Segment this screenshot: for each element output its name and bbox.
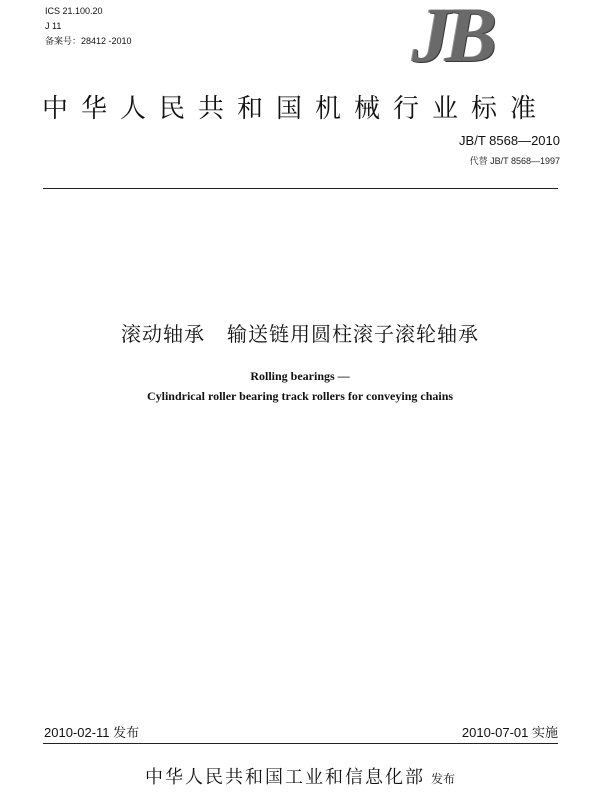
jb-logo: JB [412,0,492,78]
replaces-standard: 代替 JB/T 8568—1997 [469,156,560,166]
header-divider [43,188,558,189]
publisher-name: 中华人民共和国工业和信息化部 [144,767,425,788]
publisher-line [0,763,600,789]
metadata-block [45,4,132,49]
publisher-suffix: 发布 [430,772,455,786]
classification-code: J 11 [45,21,62,31]
ics-code: ICS 21.100.20 [45,6,103,16]
document-title-en-line1: Rolling bearings — [250,369,350,383]
issue-date: 2010-02-11 发布 [44,725,140,740]
footer-divider [43,743,558,744]
record-number: 备案号：28412 -2010 [45,36,132,46]
document-title-en-line2: Cylindrical roller bearing track rollers for conveying chains [146,389,454,403]
standard-number: JB/T 8568—2010 [459,133,560,148]
implementation-date: 2010-07-01 实施 [461,725,558,740]
standard-number-block [459,133,560,167]
document-title-cn: 滚动轴承 输送链用圆柱滚子滚轮轴承 [120,322,480,346]
standard-title: 中华人民共和国机械行业标准 [42,94,550,124]
